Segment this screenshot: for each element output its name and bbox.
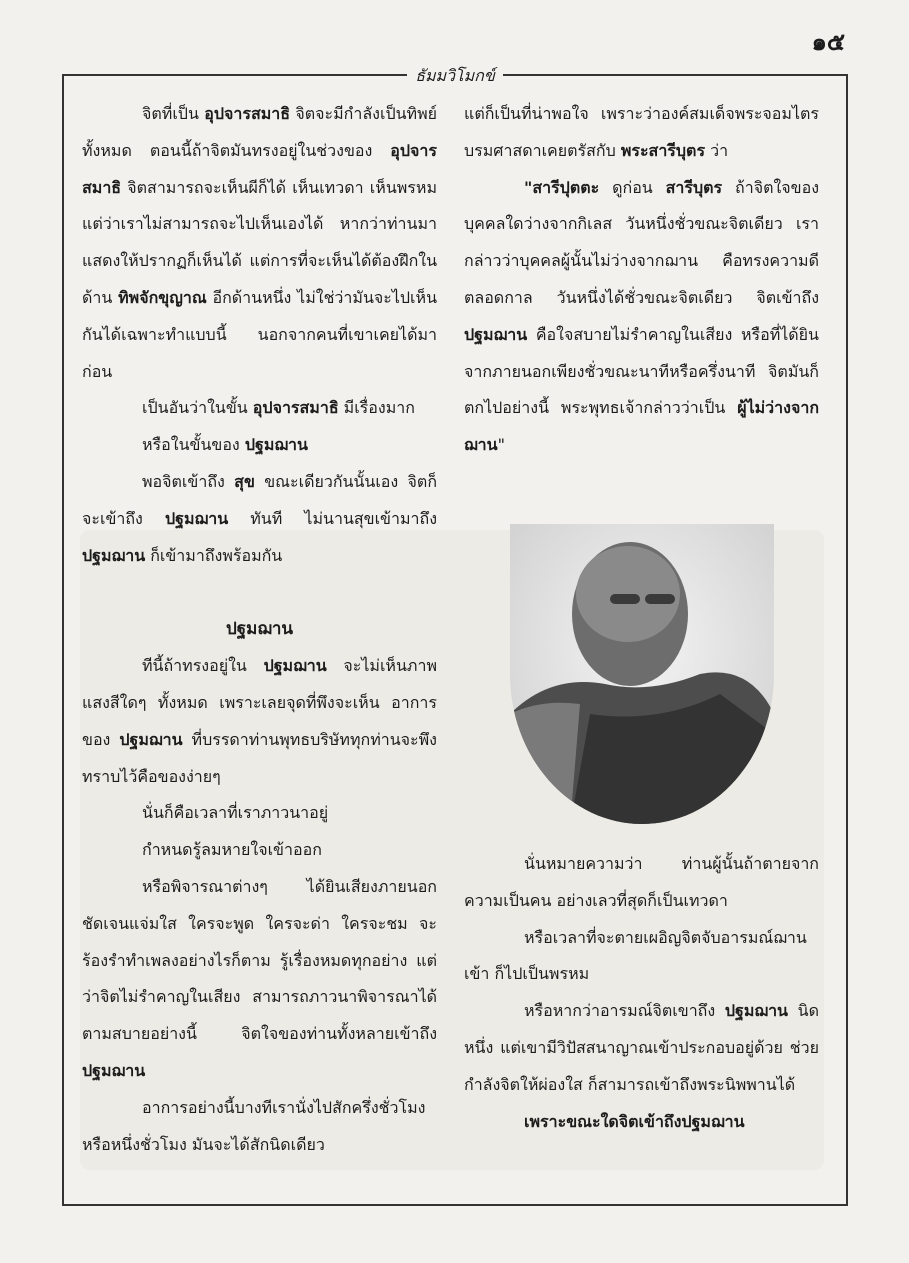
monk-portrait — [510, 524, 774, 826]
bold-term: ปฐมฌาน — [165, 508, 229, 528]
paragraph — [82, 96, 437, 390]
text-run: ปฐมฌาน — [225, 619, 294, 640]
paragraph — [82, 648, 437, 795]
text-run: " — [497, 435, 505, 455]
bold-term: เพราะขณะใดจิตเข้าถึงปฐมฌาน — [524, 1111, 745, 1131]
bold-term: อุปจารสมาธิ — [204, 104, 291, 123]
text-run: คือใจสบายไม่รำคาญในเสียง หรือที่ได้ยินจากภายนอกเพียงชั่วขณะนาทีหรือครึ่งนาที จิตมันก็ตกไปอย่างนี้ พระพุทธเจ้ากล่าวว่าเป็น — [464, 324, 819, 418]
text-run: มีเรื่องมาก — [338, 398, 415, 418]
text-run: จะไม่เห็นภาพ แสงสีใดๆ ทั้งหมด เพราะเลยจุดที่พึงจะเห็น อาการของ — [82, 656, 437, 749]
text-run: ที่บรรดาท่านพุทธบริษัททุกท่านจะพึงทราบไว้คือของง่ายๆ — [82, 729, 437, 786]
right-column-top — [464, 96, 819, 464]
page-number: ๑๕ — [811, 28, 845, 56]
bold-term: สุข — [234, 471, 255, 491]
text-run: ก็เข้ามาถึงพร้อมกัน — [145, 545, 283, 565]
text-run: พอจิตเข้าถึง — [142, 471, 235, 491]
text-run: นิดหนึ่ง แต่เขามีวิปัสสนาญาณเข้าประกอบอยู่ด้วย ช่วยกำลังจิตให้ผ่องใส ก็สามารถเข้าถึงพระนิพพานได้ — [464, 1001, 819, 1094]
bold-term: ทิพจักขุญาณ — [118, 287, 207, 307]
text-run: หรือในขั้นของ — [142, 435, 245, 455]
text-run: เป็นอันว่าในขั้น — [142, 398, 253, 418]
text-run: แต่ก็เป็นที่น่าพอใจ เพราะว่าองค์สมเด็จพระจอมไตรบรมศาสดาเคยตรัสกับ — [464, 104, 819, 160]
text-run: จิตจะมีกำลังเป็นทิพย์ทั้งหมด ตอนนี้ถ้าจิตมันทรงอยู่ในช่วงของ — [82, 104, 437, 160]
bold-term: ปฐมฌาน — [263, 656, 327, 676]
text-run: นั่นหมายความว่า ท่านผู้นั้นถ้าตายจากความเป็นคน อย่างเลวที่สุดก็เป็นเทวดา — [464, 854, 819, 910]
bold-term: ผู้ไม่ว่างจากฌาน — [464, 398, 819, 455]
paragraph — [82, 869, 437, 1090]
paragraph — [464, 846, 819, 920]
left-column — [82, 96, 437, 1163]
paragraph — [82, 795, 437, 832]
bold-term: ปฐมฌาน — [464, 324, 528, 344]
bold-term: อุปจารสมาธิ — [252, 398, 339, 418]
text-run: ว่า — [705, 140, 729, 160]
text-run: อาการอย่างนี้บางทีเรานั่งไปสักครึ่งชั่วโมง หรือหนึ่งชั่วโมง มันจะได้สักนิดเดียว — [82, 1097, 426, 1154]
text-run: หรือหากว่าอารมณ์จิตเขาถึง — [524, 1001, 725, 1021]
text-run: ขณะเดียวกันนั้นเอง จิตก็จะเข้าถึง — [82, 471, 438, 528]
paragraph — [464, 920, 819, 994]
bold-term: สารีบุตร — [665, 177, 723, 197]
paragraph — [82, 390, 437, 427]
running-head — [64, 64, 846, 89]
bold-term: อุปจารสมาธิ — [82, 140, 437, 197]
paragraph — [464, 993, 819, 1103]
section-heading — [82, 611, 437, 648]
text-run: หรือพิจารณาต่างๆ ได้ยินเสียงภายนอกชัดเจนแจ่มใส ใครจะพูด ใครจะด่า ใครจะชม จะร้องรำทำเพลงอย่างไรก็ตาม รู้เรื่องหมดทุกอย่าง แต่ว่าจิตไม่รำคาญในเสียง สามารถภาวนาพิจารณาได้ตามสบายอย่างนี้ จิตใจของท่านทั้งหลายเข้าถึง — [82, 876, 437, 1044]
text-run: อีกด้านหนึ่ง ไม่ใช่ว่ามันจะไปเห็นกันได้เฉพาะทำแบบนี้ นอกจากคนที่เขาเคยได้มาก่อน — [82, 287, 437, 381]
bold-term: ปฐมฌาน — [244, 435, 308, 455]
text-run: จิตที่เป็น — [142, 104, 205, 123]
paragraph — [464, 1104, 819, 1141]
text-run: ถ้าจิตใจของบุคคลใดว่างจากกิเลส วันหนึ่งชั่วขณะจิตเดียว เรากล่าวว่าบุคคลผู้นั้นไม่ว่างจากฌาน คือทรงความดีตลอดกาล วันหนึ่งได้ชั่วขณะจิตเดียว จิตเข้าถึง — [464, 177, 820, 307]
text-run: นั่นก็คือเวลาที่เราภาวนาอยู่ — [142, 803, 329, 823]
right-column-bottom — [464, 846, 819, 1140]
paragraph — [82, 832, 437, 869]
text-run: ดูก่อน — [599, 177, 666, 197]
text-run: กำหนดรู้ลมหายใจเข้าออก — [142, 840, 322, 860]
bold-term: ปฐมฌาน — [82, 1060, 146, 1080]
bold-term: พระสารีบุตร — [620, 140, 706, 160]
text-run: จิตสามารถจะเห็นผีก็ได้ เห็นเทวดา เห็นพรหม แต่ว่าเราไม่สามารถจะไปเห็นเองได้ หากว่าท่านมาแสดงให้ปรากฏก็เห็นได้ แต่การที่จะเห็นได้ต้องฝึกในด้าน — [82, 177, 437, 307]
paragraph — [82, 1090, 437, 1164]
paragraph — [464, 170, 819, 464]
paragraph — [82, 427, 437, 464]
running-head-title: ธัมมวิโมกข์ — [407, 66, 503, 85]
bold-term: "สารีปุตตะ — [524, 177, 600, 197]
bold-term: ปฐมฌาน — [119, 729, 183, 749]
text-run: ทันที ไม่นานสุขเข้ามาถึง — [228, 508, 437, 528]
text-run: หรือเวลาที่จะตายเผอิญจิตจับอารมณ์ฌานเข้า ก็ไปเป็นพรหม — [464, 927, 807, 984]
bold-term: ปฐมฌาน — [724, 1001, 788, 1021]
paragraph — [464, 96, 819, 170]
bold-term: ปฐมฌาน — [82, 545, 146, 565]
paragraph — [82, 464, 437, 574]
text-run: ทีนี้ถ้าทรงอยู่ใน — [142, 656, 264, 676]
